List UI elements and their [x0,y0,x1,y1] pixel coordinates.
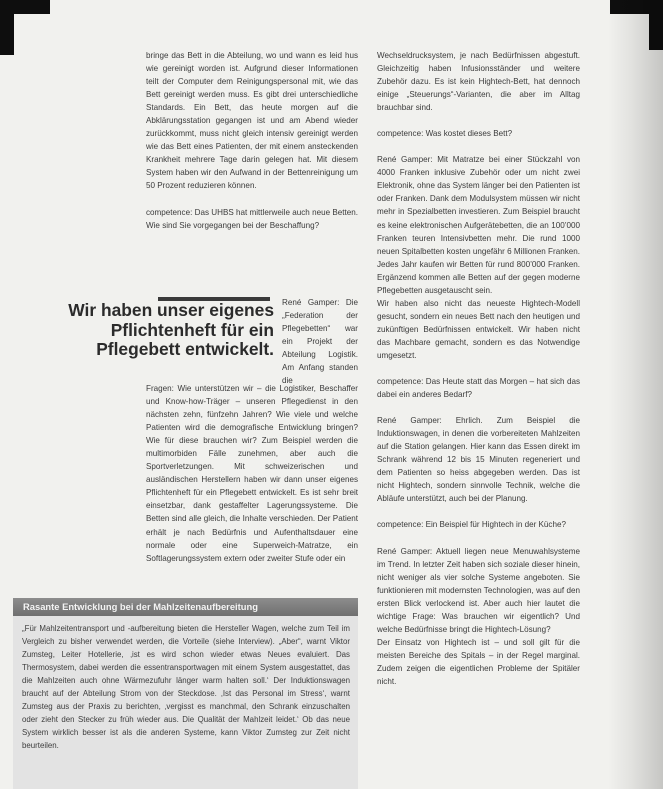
paragraph: Wir haben also nicht das neueste Hightech-Modell gesucht, sondern ein neues Bett nach den heutigen und zukünftigen Bedürfnissen entwickelt. Wir haben nicht das Machbare gemacht, sondern es das Notwendige umgesetzt. [377,298,580,360]
interview-question: competence: Das UHBS hat mittlerweile auch neue Betten. Wie sind Sie vorgegangen bei der Beschaffung? [146,207,358,230]
interview-question: competence: Ein Beispiel für Hightech in der Küche? [377,520,566,530]
paragraph: bringe das Bett in die Abteilung, wo und wann es leid hus wie gereinigt worden ist. Aufgrund dieser Informationen teilt der Computer dem Reinigungspersonal mit, wie das Bett gereinigt werden muss. Es gibt drei unterschiedliche Standards. Ein Bett, das heute morgen auf die Abklärungsstation gegangen ist und am Abend wieder zurückkommt, muss nicht gleich intensiv gereinigt werden wie das Bett eines Patienten, der mit einem ansteckenden Krankheit mehrere Tage darin gelegen hat. Mit diesem System haben wir den Aufwand in der Bettenreinigung um 50 Prozent reduzieren können. [146,51,358,191]
interview-question: competence: Das Heute statt das Morgen – hat sich das dabei ein anderes Bedarf? [377,377,580,400]
right-column [377,49,580,701]
interview-question: competence: Was kostet dieses Bett? [377,129,513,139]
paragraph: Der Einsatz von Hightech ist – und soll gilt für die meisten Bereiche des Spitals – in der Regel marginal. Zudem zeigen die eigentlichen Probleme der Spitäler nicht. [377,637,580,686]
left-column-top [146,49,358,245]
sidebar-box-title: Rasante Entwicklung bei der Mahlzeitenaufbereitung [23,601,258,612]
pull-quote: Wir haben unser eigenes Pflichtenheft für ein Pflegebett entwickelt. [68,300,274,360]
left-column-continuation [146,382,358,578]
paragraph: Wechseldrucksystem, je nach Bedürfnissen abgestuft. Gleichzeitig haben Infusionsständer und weitere Zubehör dazu. Es ist kein Hightech-Bett, hat dennoch einige „Steuerungs“-Varianten, die aber im Alltag brauchbar sind. [377,51,580,113]
paragraph: René Gamper: Mit Matratze bei einer Stückzahl von 4000 Franken inklusive Zubehör oder um nicht zwei Elektronik, ohne das System länger bei den Patienten ist oder Franken. Dank dem Modulsystem müssen wir nicht mehr in Spezialbetten investieren. Zum Beispiel braucht es keine elektronischen Aufgerätebetten, die an 100’000 Franken teuren Intensivbetten mehr. Die rund 1000 neuen Spitalbetten kosten ungefähr 6 Millionen Franken. Jedes Jahr kaufen wir Betten für rund 800’000 Franken. Ergänzend kommen alle Betten auf der gegen moderne Pflegebetten ausgetauscht sein. [377,155,580,295]
sidebar-box-text: „Für Mahlzeitentransport und -aufbereitung bieten die Hersteller Wagen, welche zum Teil im Vergleich zu bisher verwendet werden, die Vorteile (siehe Interview). „Aber“, warnt Viktor Zumsteg, Leiter Hotellerie, ‚ist es wird schon wieder etwas Neues evaluiert. Das Thermosystem, dabei werden die essentransportwagen mit einem System ausgestattet, das die Mahlzeiten auch ohne Wärmezufuhr länger warm halten soll.‘ Der Induktionswagen braucht auf der Abteilung Strom von der Steckdose. ‚Ist das Personal im Stress‘, warnt Zumsteg aus der Praxis zu berichten, ‚vergisst es manchmal, den Schrank einzuschalten oder zieht den Stecker zu früh wieder aus. Die Qualität der Mahlzeit leidet.‘ Ob das neue System wirklich besser ist als die anderen Systeme, kann Viktor Zumsteg zur Zeit nicht beurteilen. [22,624,350,751]
corner-mark-top-left-bar [0,0,50,14]
page-gutter-shadow [608,0,663,789]
paragraph: René Gamper: Ehrlich. Zum Beispiel die Induktionswagen, in denen die vorbereiteten Mahlzeiten auf die Station gelangen. Hier kann das Essen direkt im Schrank während 12 bis 15 Minuten regeneriert und dem Patienten so heiss abgegeben werden. Das ist nicht Hightech, sondern sinnvolle Technik, welche die Abläufe unterstützt, auch bei der Planung. [377,416,580,504]
paragraph: René Gamper: Aktuell liegen neue Menuwahlsysteme im Trend. In letzter Zeit haben sich soziale dieser hinein, nicht weniger als vier solche Systeme angeboten. Sie funktionieren mit modernsten Technologien, was auf den ersten Blick verlockend ist. Aber auch hier lautet die wichtige Frage: Was brauchen wir eigentlich? Und welche Bedürfnisse bringt die Hightech-Lösung? [377,546,580,634]
answer-start: René Gamper: Die „Federation der Pflegebetten“ war ein Projekt der Abteilung Logistik. Am Anfang standen die [282,298,358,386]
paragraph: Fragen: Wie unterstützen wir – die Logistiker, Beschaffer und Know-how-Träger – unseren Pflegedienst in den nächsten zehn, fünfzehn Jahren? Wie viele und welche Patienten wird die demografische Entwicklung bringen? Wie für diese brauchen wir? Zum Beispiel werden die multimorbiden Fälle zunehmen, aber auch die Sportverletzungen. Mit schweizerischen und ausländischen Herstellern haben wir dann unser eigenes Pflichtenheft für ein Pflegebett entwickelt. Es ist sehr breit einsetzbar, dank gestaffelter Lagerungssysteme. Die Betten sind alle gleich, die Inhalte verschieden. Der Patient erhält je nach Bedürfnis und Aufenthaltsdauer eine normale oder eine Superweich-Matratze, ein Softlagerungssystem extern oder zweiter Stufe oder ein [146,384,358,563]
